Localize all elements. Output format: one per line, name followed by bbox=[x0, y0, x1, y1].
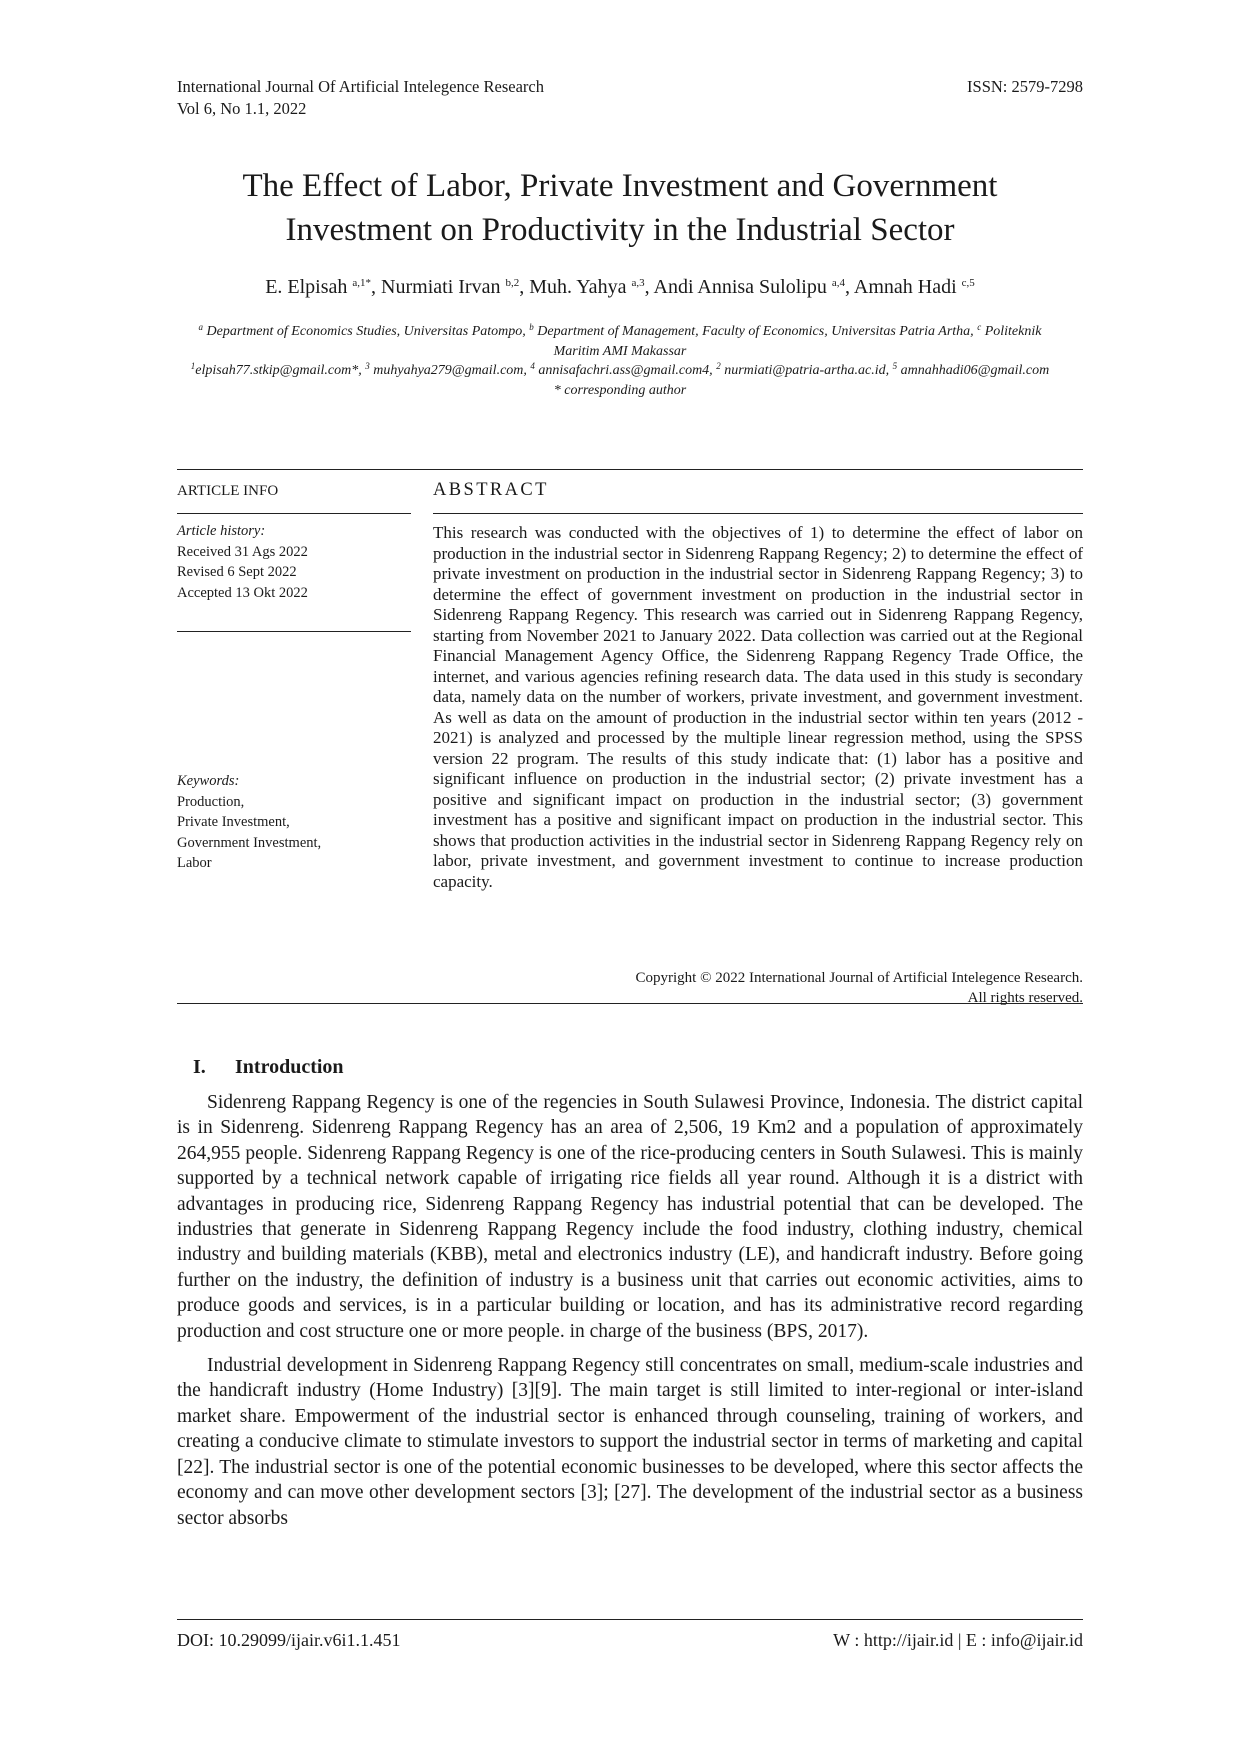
received-date: Received 31 Ags 2022 bbox=[177, 543, 308, 560]
footer-rule bbox=[177, 1619, 1083, 1620]
affiliations bbox=[190, 322, 1050, 400]
author: E. Elpisah $^{a,1*}$, bbox=[265, 276, 382, 298]
footer-contact: W : http://ijair.id | E : info@ijair.id bbox=[833, 1630, 1083, 1650]
history-rule bbox=[177, 631, 411, 632]
section-heading: Introduction bbox=[235, 1056, 344, 1078]
abstract-body: This research was conducted with the objectives of 1) to determine the effect of labor on production in the industrial sector in Sidenreng Rappang Regency; 2) to determine the effect of private investment on production in the industrial sector in Sidenreng Rappang Regency; 3) to determine the effect of government investment on production in the industrial sector in Sidenreng Rappang Regency. This research was carried out in Sidenreng Rappang Regency, starting from November 2021 to January 2022. Data collection was carried out at the Regional Financial Management Agency Office, the Sidenreng Rappang Regency Trade Office, the internet, and various agencies refining research data. The data used in this study is secondary data, namely data on the number of workers, private investment, and government investment. As well as data on the amount of production in the industrial sector within ten years (2012 - 2021) is analyzed and processed by the multiple linear regression method, using the SPSS version 22 program. The results of this study indicate that: (1) labor has a positive and significant influence on production in the industrial sector; (2) private investment has a positive and significant impact on production in the industrial sector; (3) government investment has a positive and significant impact on production in the industrial sector. This shows that production activities in the industrial sector in Sidenreng Rappang Regency rely on labor, private investment, and government investment to continue to increase production capacity. bbox=[433, 523, 1083, 891]
abstract-rule bbox=[433, 513, 1083, 514]
title-line-1: The Effect of Labor, Private Investment and Government bbox=[242, 168, 998, 204]
paragraph: Sidenreng Rappang Regency is one of the regencies in South Sulawesi Province, Indonesia. The district capital is in Sidenreng. Sidenreng Rappang Regency has an area of 2,506, 19 Km2 and a population of approximately 264,955 people. Sidenreng Rappang Regency is one of the rice-producing centers in South Sulawesi. This is mainly supported by a technical network capable of irrigating rice fields all year round. Although it is a district with advantages in producing rice, Sidenreng Rappang Regency has industrial potential that can be developed. The industries that generate in Sidenreng Rappang Regency include the food industry, clothing industry, chemical industry and building materials (KBB), metal and electronics industry (LE), and handicraft industry. Before going further on the industry, the definition of industry is a business unit that carries out economic activities, aims to produce goods and services, is in a particular building or location, and has its administrative record regarding production and cost structure one or more people. in charge of the business (BPS, 2017). bbox=[177, 1092, 1083, 1342]
author-list bbox=[160, 274, 1080, 300]
author: Muh. Yahya $^{a,3}$, bbox=[529, 276, 654, 298]
author: Amnah Hadi $^{c,5}$ bbox=[853, 276, 975, 298]
keyword: Government Investment, bbox=[177, 834, 322, 851]
top-rule bbox=[177, 469, 1083, 470]
introduction-body bbox=[177, 1090, 1083, 1531]
affiliation-lines: $^a$ Department of Economics Studies, Universitas Patompo, $^b$ Department of Management, Faculty of Economics, Universitas Patria Artha, $^c$ Politeknik Maritim AMI Makassar bbox=[198, 322, 1042, 359]
paper-title bbox=[160, 164, 1080, 252]
keywords bbox=[177, 771, 321, 874]
author: Nurmiati Irvan $^{b,2}$, bbox=[381, 276, 530, 298]
revised-date: Revised 6 Sept 2022 bbox=[177, 564, 297, 581]
article-info-heading: ARTICLE INFO bbox=[177, 483, 279, 499]
info-rule bbox=[177, 513, 411, 514]
journal-name: International Journal Of Artificial Intelegence Research bbox=[177, 77, 544, 96]
keyword: Production, bbox=[177, 793, 245, 810]
title-line-2: Investment on Productivity in the Industrial Sector bbox=[285, 212, 955, 248]
section-number: I. bbox=[193, 1056, 206, 1078]
author: Andi Annisa Sulolipu $^{a,4}$, bbox=[653, 276, 854, 298]
volume-info: Vol 6, No 1.1, 2022 bbox=[177, 99, 307, 118]
article-history bbox=[177, 521, 308, 603]
keyword: Labor bbox=[177, 855, 212, 872]
history-label: Article history: bbox=[177, 523, 266, 539]
abstract-heading: ABSTRACT bbox=[433, 480, 549, 500]
paragraph: Industrial development in Sidenreng Rappang Regency still concentrates on small, medium-scale industries and the handicraft industry (Home Industry) [3][9]. The main target is still limited to inter-regional or inter-island market share. Empowerment of the industrial sector is enhanced through counseling, training of workers, and creating a conducive climate to stimulate investors to support the industrial sector in terms of marketing and capital [22]. The industrial sector is one of the potential economic businesses to be developed, where this sector affects the economy and can move other development sectors [3]; [27]. The development of the industrial sector as a business sector absorbs bbox=[177, 1355, 1083, 1529]
copyright: Copyright © 2022 International Journal of Artificial Intelegence Research. All rights reserved. bbox=[635, 970, 1083, 1006]
corresponding-note: * corresponding author bbox=[553, 382, 687, 398]
keywords-label: Keywords: bbox=[177, 773, 240, 789]
issn: ISSN: 2579-7298 bbox=[967, 77, 1083, 96]
accepted-date: Accepted 13 Okt 2022 bbox=[177, 584, 308, 601]
doi: DOI: 10.29099/ijair.v6i1.1.451 bbox=[177, 1630, 401, 1650]
email-lines: $^1$elpisah77.stkip@gmail.com*, $^3$ muhyahya279@gmail.com, $^4$ annisafachri.ass@gmail.com4, $^2$ nurmiati@patria-artha.ac.id, $^5$ amnahhadi06@gmail.com bbox=[190, 361, 1050, 378]
keyword: Private Investment, bbox=[177, 814, 290, 831]
